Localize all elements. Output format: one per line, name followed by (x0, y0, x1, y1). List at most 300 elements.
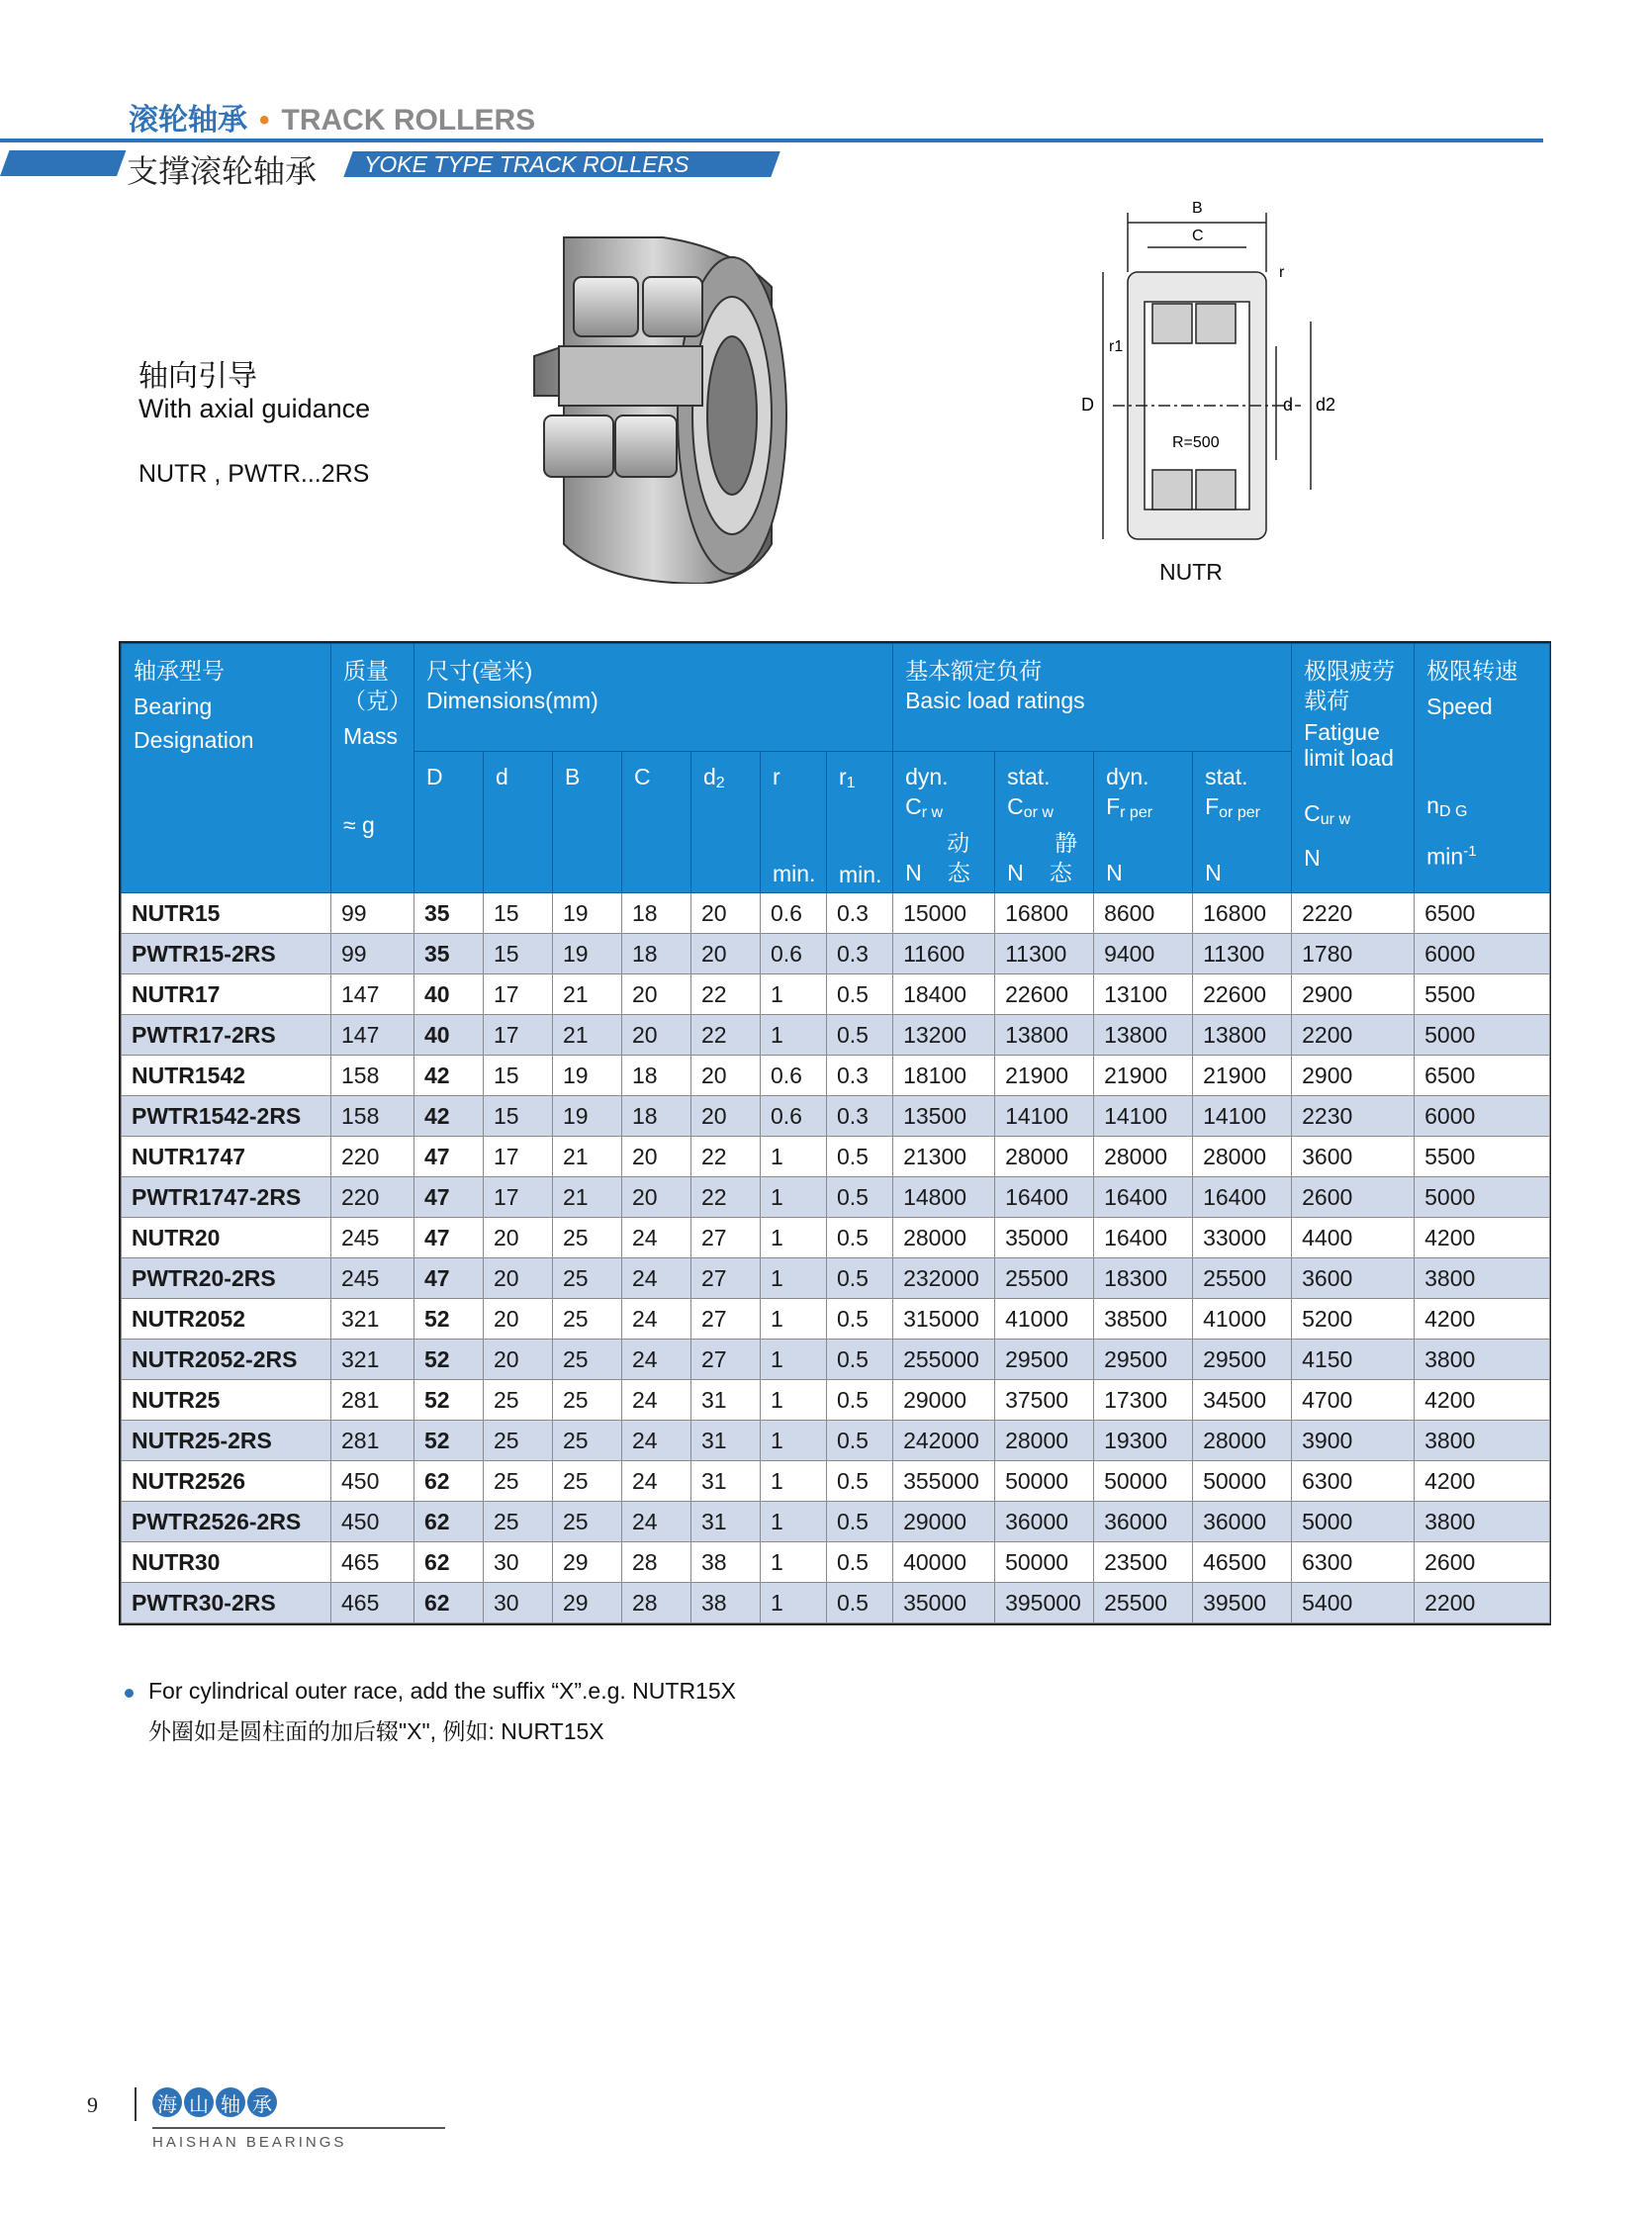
table-cell: 30 (484, 1542, 553, 1583)
table-cell: 9400 (1094, 934, 1193, 974)
table-cell: 35 (414, 893, 484, 934)
corw-tai: 态 (1049, 860, 1072, 885)
guidance-en: With axial guidance (138, 394, 371, 423)
table-cell: 3800 (1415, 1421, 1550, 1461)
table-cell: 33000 (1193, 1218, 1292, 1258)
table-cell: 21 (553, 1015, 622, 1056)
corw-sub: or w (1023, 804, 1054, 821)
table-cell: 0.6 (761, 1096, 827, 1137)
table-cell: 5400 (1292, 1583, 1415, 1623)
header-rule (0, 139, 1543, 142)
table-cell: 62 (414, 1502, 484, 1542)
col-d2-label: d (703, 764, 716, 789)
table-cell: 3900 (1292, 1421, 1415, 1461)
table-cell: 20 (691, 1096, 761, 1137)
header-bullet: • (259, 104, 270, 137)
table-cell: 25 (553, 1258, 622, 1299)
table-cell: 15 (484, 1096, 553, 1137)
table-cell: 281 (331, 1380, 414, 1421)
table-cell: 25 (553, 1340, 622, 1380)
table-cell: 4400 (1292, 1218, 1415, 1258)
table-cell: 147 (331, 1015, 414, 1056)
designation-cell: NUTR1542 (122, 1056, 331, 1096)
table-cell: 15 (484, 1056, 553, 1096)
table-cell: 17 (484, 1137, 553, 1177)
drawing-caption: NUTR (1159, 559, 1223, 585)
table-cell: 5000 (1415, 1015, 1550, 1056)
table-cell: 19 (553, 1096, 622, 1137)
table-cell: 20 (691, 1056, 761, 1096)
table-cell: 14100 (1094, 1096, 1193, 1137)
table-cell: 25 (553, 1380, 622, 1421)
table-cell: 31 (691, 1421, 761, 1461)
table-cell: 19 (553, 893, 622, 934)
table-cell: 22 (691, 1015, 761, 1056)
table-cell: 29500 (995, 1340, 1094, 1380)
table-cell: 1 (761, 1340, 827, 1380)
table-cell: 16400 (1094, 1177, 1193, 1218)
table-cell: 21900 (1193, 1056, 1292, 1096)
dimensions-zh: 尺寸(毫米) (426, 658, 533, 684)
bearing-photo (505, 228, 801, 584)
table-cell: 21300 (893, 1137, 995, 1177)
dim-C-label: C (1192, 228, 1204, 244)
col-B-label: B (565, 764, 581, 789)
table-cell: 0.5 (827, 1502, 893, 1542)
table-cell: 0.3 (827, 1096, 893, 1137)
table-cell: 20 (622, 1015, 691, 1056)
table-cell: 232000 (893, 1258, 995, 1299)
table-cell: 28 (622, 1583, 691, 1623)
speed-unit-base: min (1426, 843, 1464, 870)
table-cell: 23500 (1094, 1542, 1193, 1583)
table-cell: 27 (691, 1218, 761, 1258)
bearing-drawing (1073, 193, 1350, 589)
table-cell: 27 (691, 1258, 761, 1299)
brand-char-2: 山 (184, 2087, 214, 2117)
table-cell: 0.5 (827, 1299, 893, 1340)
table-cell: 1780 (1292, 934, 1415, 974)
col-crw-header (893, 752, 995, 893)
table-row (122, 1502, 1550, 1542)
table-cell: 28000 (1193, 1137, 1292, 1177)
fatigue-zh1: 极限疲劳 (1304, 658, 1396, 684)
table-cell: 395000 (995, 1583, 1094, 1623)
col-mass-header (331, 644, 414, 893)
table-cell: 355000 (893, 1461, 995, 1502)
table-cell: 315000 (893, 1299, 995, 1340)
table-row (122, 893, 1550, 934)
table-cell: 255000 (893, 1340, 995, 1380)
mass-unit: ≈ g (343, 812, 375, 838)
table-cell: 18 (622, 1096, 691, 1137)
table-cell: 1 (761, 1421, 827, 1461)
bearing-spec-table (121, 643, 1550, 1623)
dim-r-label: r (1279, 264, 1285, 281)
table-cell: 18300 (1094, 1258, 1193, 1299)
table-cell: 18400 (893, 974, 995, 1015)
table-cell: 36000 (1094, 1502, 1193, 1542)
table-cell: 1 (761, 974, 827, 1015)
table-cell: 0.5 (827, 1015, 893, 1056)
forper-stat: stat. (1205, 764, 1248, 789)
table-cell: 35000 (995, 1218, 1094, 1258)
designation-cell: NUTR17 (122, 974, 331, 1015)
speed-en: Speed (1426, 694, 1493, 719)
table-row (122, 1015, 1550, 1056)
footer-divider (135, 2087, 137, 2121)
dim-B-label: B (1192, 200, 1203, 217)
table-cell: 4200 (1415, 1461, 1550, 1502)
designation-cell: PWTR17-2RS (122, 1015, 331, 1056)
table-cell: 13800 (1094, 1015, 1193, 1056)
table-cell: 2900 (1292, 1056, 1415, 1096)
load-zh: 基本额定负荷 (905, 658, 1043, 684)
table-cell: 52 (414, 1421, 484, 1461)
table-cell: 450 (331, 1502, 414, 1542)
table-cell: 24 (622, 1461, 691, 1502)
table-cell: 11300 (1193, 934, 1292, 974)
speed-symbol-n: n (1426, 792, 1439, 818)
table-cell: 0.6 (761, 1056, 827, 1096)
fatigue-unit: N (1304, 845, 1321, 871)
table-row (122, 1056, 1550, 1096)
mass-en: Mass (343, 723, 398, 749)
dim-r1-label: r1 (1109, 338, 1124, 355)
table-cell: 27 (691, 1340, 761, 1380)
table-cell: 41000 (995, 1299, 1094, 1340)
table-cell: 25 (553, 1502, 622, 1542)
table-cell: 18 (622, 1056, 691, 1096)
col-speed-header (1415, 644, 1550, 893)
dim-d-label: d (1283, 395, 1294, 415)
table-row (122, 1258, 1550, 1299)
table-cell: 25 (553, 1299, 622, 1340)
designation-cell: NUTR2052-2RS (122, 1340, 331, 1380)
col-designation-header (122, 644, 331, 893)
table-cell: 52 (414, 1299, 484, 1340)
table-cell: 50000 (995, 1542, 1094, 1583)
table-cell: 11600 (893, 934, 995, 974)
table-cell: 14800 (893, 1177, 995, 1218)
subtitle-en: YOKE TYPE TRACK ROLLERS (364, 151, 689, 177)
table-cell: 47 (414, 1218, 484, 1258)
speed-zh: 极限转速 (1426, 658, 1518, 684)
table-cell: 25 (484, 1461, 553, 1502)
forper-sub: or per (1219, 804, 1260, 821)
guidance-zh: 轴向引导 (138, 360, 257, 393)
table-cell: 6300 (1292, 1542, 1415, 1583)
designation-cell: NUTR25-2RS (122, 1421, 331, 1461)
col-r-min: min. (773, 861, 816, 886)
col-corw-header (995, 752, 1094, 893)
designation-cell: PWTR15-2RS (122, 934, 331, 974)
note-bullet (125, 1689, 134, 1698)
table-cell: 24 (622, 1299, 691, 1340)
table-row (122, 934, 1550, 974)
table-cell: 1 (761, 1502, 827, 1542)
corw-symbol: C (1007, 793, 1024, 819)
corw-unit: N (1007, 860, 1024, 885)
fatigue-symbol-c: C (1304, 800, 1321, 826)
table-cell: 30 (484, 1583, 553, 1623)
corw-jing: 静 (1055, 830, 1078, 856)
table-cell: 19300 (1094, 1421, 1193, 1461)
table-cell: 27 (691, 1299, 761, 1340)
note-en: For cylindrical outer race, add the suffix “X”.e.g. NUTR15X (148, 1678, 736, 1704)
table-cell: 38 (691, 1583, 761, 1623)
col-C-header (622, 752, 691, 893)
table-cell: 50000 (1094, 1461, 1193, 1502)
frper-symbol: F (1106, 793, 1121, 819)
designation-cell: NUTR2052 (122, 1299, 331, 1340)
fatigue-en2: limit load (1304, 745, 1394, 771)
table-cell: 3600 (1292, 1137, 1415, 1177)
fatigue-zh2: 载荷 (1304, 688, 1350, 713)
brand-char-1: 海 (152, 2087, 182, 2117)
table-cell: 3800 (1415, 1502, 1550, 1542)
table-cell: 5500 (1415, 974, 1550, 1015)
table-cell: 28000 (1094, 1137, 1193, 1177)
table-cell: 25 (553, 1421, 622, 1461)
designation-en1: Bearing (134, 694, 213, 719)
table-cell: 24 (622, 1380, 691, 1421)
table-cell: 42 (414, 1056, 484, 1096)
table-cell: 47 (414, 1258, 484, 1299)
designation-cell: PWTR1542-2RS (122, 1096, 331, 1137)
table-cell: 25 (484, 1380, 553, 1421)
table-cell: 22600 (1193, 974, 1292, 1015)
table-cell: 19 (553, 1056, 622, 1096)
table-cell: 29000 (893, 1380, 995, 1421)
table-cell: 17 (484, 1177, 553, 1218)
table-cell: 99 (331, 893, 414, 934)
col-r1-sub: 1 (846, 775, 856, 791)
table-cell: 28000 (995, 1137, 1094, 1177)
table-cell: 1 (761, 1137, 827, 1177)
table-cell: 13100 (1094, 974, 1193, 1015)
table-cell: 21 (553, 1137, 622, 1177)
table-cell: 36000 (995, 1502, 1094, 1542)
table-cell: 29500 (1094, 1340, 1193, 1380)
table-cell: 17 (484, 974, 553, 1015)
table-cell: 1 (761, 1177, 827, 1218)
table-cell: 24 (622, 1340, 691, 1380)
table-cell: 20 (484, 1218, 553, 1258)
brand-char-4: 承 (247, 2087, 277, 2117)
col-r1-header (827, 752, 893, 893)
table-cell: 31 (691, 1461, 761, 1502)
table-cell: 18 (622, 893, 691, 934)
crw-unit: N (905, 860, 922, 885)
table-cell: 1 (761, 1542, 827, 1583)
table-cell: 20 (484, 1340, 553, 1380)
brand-name-en: HAISHAN BEARINGS (152, 2134, 347, 2151)
table-cell: 16400 (1094, 1218, 1193, 1258)
designation-cell: PWTR20-2RS (122, 1258, 331, 1299)
table-cell: 20 (484, 1299, 553, 1340)
table-cell: 5000 (1415, 1177, 1550, 1218)
table-cell: 158 (331, 1096, 414, 1137)
table-cell: 39500 (1193, 1583, 1292, 1623)
table-cell: 20 (622, 974, 691, 1015)
table-cell: 1 (761, 1583, 827, 1623)
frper-unit: N (1106, 860, 1123, 885)
col-dimensions-header (414, 644, 893, 752)
table-cell: 13200 (893, 1015, 995, 1056)
table-cell: 47 (414, 1177, 484, 1218)
table-cell: 13500 (893, 1096, 995, 1137)
table-row (122, 1340, 1550, 1380)
table-cell: 36000 (1193, 1502, 1292, 1542)
table-cell: 40 (414, 1015, 484, 1056)
fatigue-symbol (1304, 798, 1414, 835)
table-cell: 22 (691, 1137, 761, 1177)
table-cell: 2600 (1415, 1542, 1550, 1583)
col-r-label: r (773, 764, 780, 789)
table-cell: 1 (761, 1218, 827, 1258)
bearing-table-container (119, 641, 1551, 1625)
table-cell: 17300 (1094, 1380, 1193, 1421)
table-cell: 3600 (1292, 1258, 1415, 1299)
table-cell: 0.5 (827, 1542, 893, 1583)
table-cell: 3800 (1415, 1340, 1550, 1380)
table-cell: 31 (691, 1380, 761, 1421)
table-cell: 52 (414, 1340, 484, 1380)
table-cell: 0.5 (827, 1137, 893, 1177)
subtitle-accent-bar (0, 150, 126, 176)
table-cell: 29000 (893, 1502, 995, 1542)
crw-tai: 态 (947, 860, 970, 885)
col-C-label: C (634, 764, 651, 789)
table-cell: 11300 (995, 934, 1094, 974)
crw-dong: 动 (947, 830, 970, 856)
table-row (122, 1542, 1550, 1583)
table-cell: 40 (414, 974, 484, 1015)
table-cell: 99 (331, 934, 414, 974)
fatigue-en1: Fatigue (1304, 719, 1380, 745)
table-cell: 4200 (1415, 1380, 1550, 1421)
table-cell: 28000 (893, 1218, 995, 1258)
speed-unit-sup: -1 (1463, 843, 1477, 860)
table-cell: 0.5 (827, 1340, 893, 1380)
table-cell: 50000 (995, 1461, 1094, 1502)
table-cell: 6000 (1415, 1096, 1550, 1137)
table-cell: 18100 (893, 1056, 995, 1096)
table-cell: 21 (553, 974, 622, 1015)
table-cell: 25500 (1193, 1258, 1292, 1299)
col-r1-label: r (839, 764, 847, 789)
col-d-label: d (496, 764, 508, 789)
table-row (122, 1096, 1550, 1137)
table-cell: 28000 (1193, 1421, 1292, 1461)
table-cell: 24 (622, 1421, 691, 1461)
table-cell: 0.5 (827, 1461, 893, 1502)
table-cell: 29 (553, 1542, 622, 1583)
table-cell: 6500 (1415, 1056, 1550, 1096)
table-cell: 29500 (1193, 1340, 1292, 1380)
table-row (122, 1299, 1550, 1340)
table-cell: 321 (331, 1299, 414, 1340)
table-cell: 0.5 (827, 1177, 893, 1218)
dim-D-label: D (1081, 395, 1094, 415)
table-cell: 6000 (1415, 934, 1550, 974)
table-cell: 0.3 (827, 893, 893, 934)
header-title-zh: 滚轮轴承 (129, 104, 247, 137)
crw-sub: r w (921, 804, 944, 821)
table-cell: 1 (761, 1258, 827, 1299)
col-r-header (761, 752, 827, 893)
table-cell: 22 (691, 974, 761, 1015)
forper-unit: N (1205, 860, 1222, 885)
table-cell: 2600 (1292, 1177, 1415, 1218)
table-cell: 1 (761, 1380, 827, 1421)
table-cell: 38500 (1094, 1299, 1193, 1340)
table-cell: 42 (414, 1096, 484, 1137)
table-cell: 4150 (1292, 1340, 1415, 1380)
brand-underline (152, 2127, 445, 2129)
designation-cell: NUTR25 (122, 1380, 331, 1421)
table-cell: 1 (761, 1461, 827, 1502)
table-cell: 245 (331, 1258, 414, 1299)
table-row (122, 1177, 1550, 1218)
table-cell: 0.3 (827, 1056, 893, 1096)
table-cell: 16800 (995, 893, 1094, 934)
table-cell: 20 (622, 1137, 691, 1177)
table-cell: 35 (414, 934, 484, 974)
mass-zh2: （克） (343, 688, 412, 713)
col-D-header (414, 752, 484, 893)
table-cell: 0.5 (827, 974, 893, 1015)
frper-dyn: dyn. (1106, 764, 1149, 789)
page-number: 9 (87, 2092, 98, 2117)
designation-cell: NUTR2526 (122, 1461, 331, 1502)
table-row (122, 974, 1550, 1015)
designation-cell: NUTR20 (122, 1218, 331, 1258)
table-cell: 20 (484, 1258, 553, 1299)
table-cell: 18 (622, 934, 691, 974)
speed-symbol (1426, 790, 1549, 827)
table-cell: 20 (691, 893, 761, 934)
note-zh: 外圈如是圆柱面的加后辍"X", 例如: NURT15X (148, 1718, 604, 1744)
brand-logo (152, 2087, 277, 2117)
designation-zh: 轴承型号 (134, 658, 225, 684)
table-cell: 6500 (1415, 893, 1550, 934)
crw-symbol: C (905, 793, 922, 819)
table-cell: 0.6 (761, 893, 827, 934)
table-cell: 0.6 (761, 934, 827, 974)
table-cell: 13800 (1193, 1015, 1292, 1056)
table-cell: 62 (414, 1583, 484, 1623)
speed-symbol-sub: D G (1438, 803, 1468, 820)
table-cell: 465 (331, 1542, 414, 1583)
col-D-label: D (426, 764, 443, 789)
mass-zh1: 质量 (343, 658, 389, 684)
designation-en2: Designation (134, 727, 254, 753)
designation-cell: NUTR1747 (122, 1137, 331, 1177)
table-cell: 450 (331, 1461, 414, 1502)
table-cell: 0.5 (827, 1421, 893, 1461)
table-cell: 62 (414, 1542, 484, 1583)
table-cell: 19 (553, 934, 622, 974)
table-cell: 20 (691, 934, 761, 974)
table-cell: 21900 (995, 1056, 1094, 1096)
table-row (122, 1380, 1550, 1421)
table-cell: 29 (553, 1583, 622, 1623)
table-cell: 22 (691, 1177, 761, 1218)
table-cell: 25 (553, 1461, 622, 1502)
table-cell: 20 (622, 1177, 691, 1218)
